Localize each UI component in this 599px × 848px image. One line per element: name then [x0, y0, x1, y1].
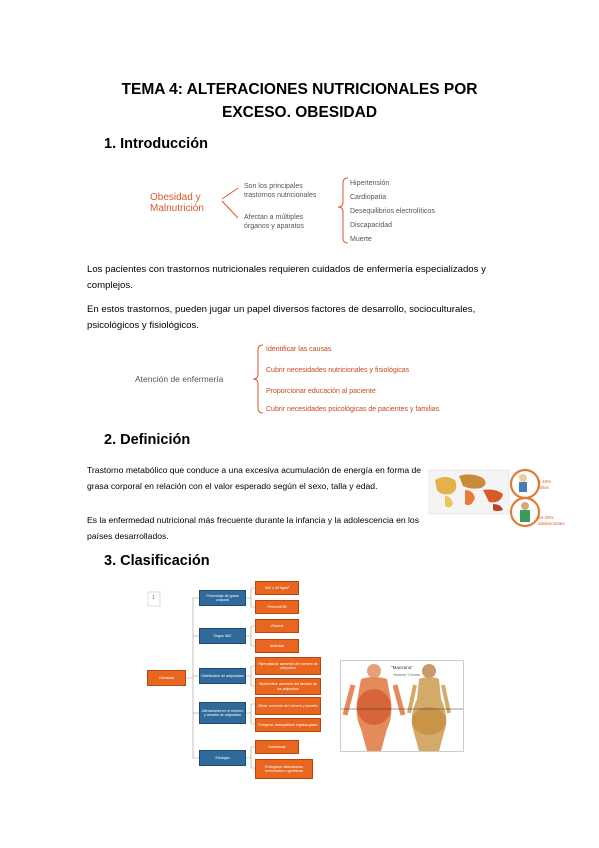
tree-level2-node: Exógena: desequilibrio ingesta-gasto [255, 718, 321, 732]
body-shape-sublabel: Visceral / Central [393, 673, 420, 677]
section-heading-definicion: 2. Definición [104, 432, 191, 448]
intro-list-item: Discapacidad [350, 222, 393, 229]
nursing-root: Atención de enfermería [135, 374, 224, 384]
intro-paragraph-1: Los pacientes con trastornos nutricionales requieren cuidados de enfermería especializados y complejos. [87, 264, 486, 291]
definition-paragraph-1: Trastorno metabólico que conduce a una excesiva acumulación de energía en forma de grasa corporal en relación con el valor esperado según el sexo, talla y edad. [87, 465, 422, 491]
tree-level1-node: Alteraciones en el número y tamaño de adipocitos [199, 702, 246, 724]
tree-root: Obesidad [147, 670, 186, 686]
tree-level2-node: Endógena: alteraciones hormonales o genéticas [255, 759, 313, 779]
section-heading-introduccion: 1. Introducción [104, 136, 208, 152]
tree-level2-node: Androide [255, 639, 299, 653]
intro-root-line-2: Malnutrición [150, 203, 204, 214]
nursing-item: Cubrir necesidades nutricionales y fisiológicas [266, 367, 410, 374]
intro-list-item: Hipertensión [350, 180, 390, 187]
tree-level1-node: Etiología [199, 750, 246, 766]
tree-note: 1 [152, 595, 155, 601]
title-line-2: EXCESO. OBESIDAD [221, 104, 378, 121]
prevalence-label-adolescents-group: adolescentes [538, 520, 565, 526]
tree-level1-node: Según IMC [199, 628, 246, 644]
definition-paragraph-2: Es la enfermedad nutricional más frecuente durante la infancia y la adolescencia en los países desarrollados. [87, 515, 420, 541]
nursing-item: Identificar las causas [266, 346, 332, 353]
intro-paragraph-2: En estos trastornos, pueden jugar un papel diversos factores de desarrollo, socioculturales, psicológicos y fisiológicos. [87, 304, 476, 331]
nursing-item: Cubrir necesidades psicológicas de pacientes y familias [266, 406, 440, 413]
title-line-1: TEMA 4: ALTERACIONES NUTRICIONALES POR [121, 81, 478, 98]
tree-level2-node: Visceral [255, 619, 299, 633]
body-shape-label: "Manzana" [391, 665, 413, 670]
tree-level2-node: IMC ≥ 30 kg/m² [255, 581, 299, 595]
tree-level2-node: Hiperplásica: aumento del número de adipocitos [255, 657, 321, 675]
intro-branch-2-line-1: Afectan a múltiples [244, 214, 304, 221]
tree-level2-node: Percentil 95 [255, 600, 299, 614]
intro-root-line-1: Obesidad y [150, 192, 201, 203]
intro-list-item: Cardiopatía [350, 194, 387, 201]
prevalence-label-adolescents-value: 10-20% [538, 515, 554, 520]
tree-level2-node: Nutricional [255, 740, 299, 754]
intro-list-item: Muerte [350, 236, 372, 243]
tree-level2-node: Hipertrófica: aumento del tamaño de los adipocitos [255, 678, 321, 695]
intro-branch-1-line-1: Son los principales [244, 183, 303, 190]
intro-branch-1-line-2: trastornos nutricionales [244, 191, 317, 199]
prevalence-label-children-value: 5-10% [538, 479, 552, 484]
section-heading-clasificacion: 3. Clasificación [104, 553, 210, 569]
intro-list-item: Desequilibrios electrolíticos [350, 208, 435, 215]
nursing-item: Proporcionar educación al paciente [266, 388, 376, 395]
tree-level1-node: Porcentaje de grasa corporal [199, 590, 246, 606]
intro-branch-2-line-2: órganos y aparatos [244, 222, 304, 230]
prevalence-label-children-group: niños [538, 484, 549, 490]
tree-level2-node: Mixta: aumento del número y tamaño [255, 697, 321, 715]
tree-level1-node: Distribución de adiposidad [199, 668, 246, 684]
body-shape-figure [340, 660, 464, 752]
